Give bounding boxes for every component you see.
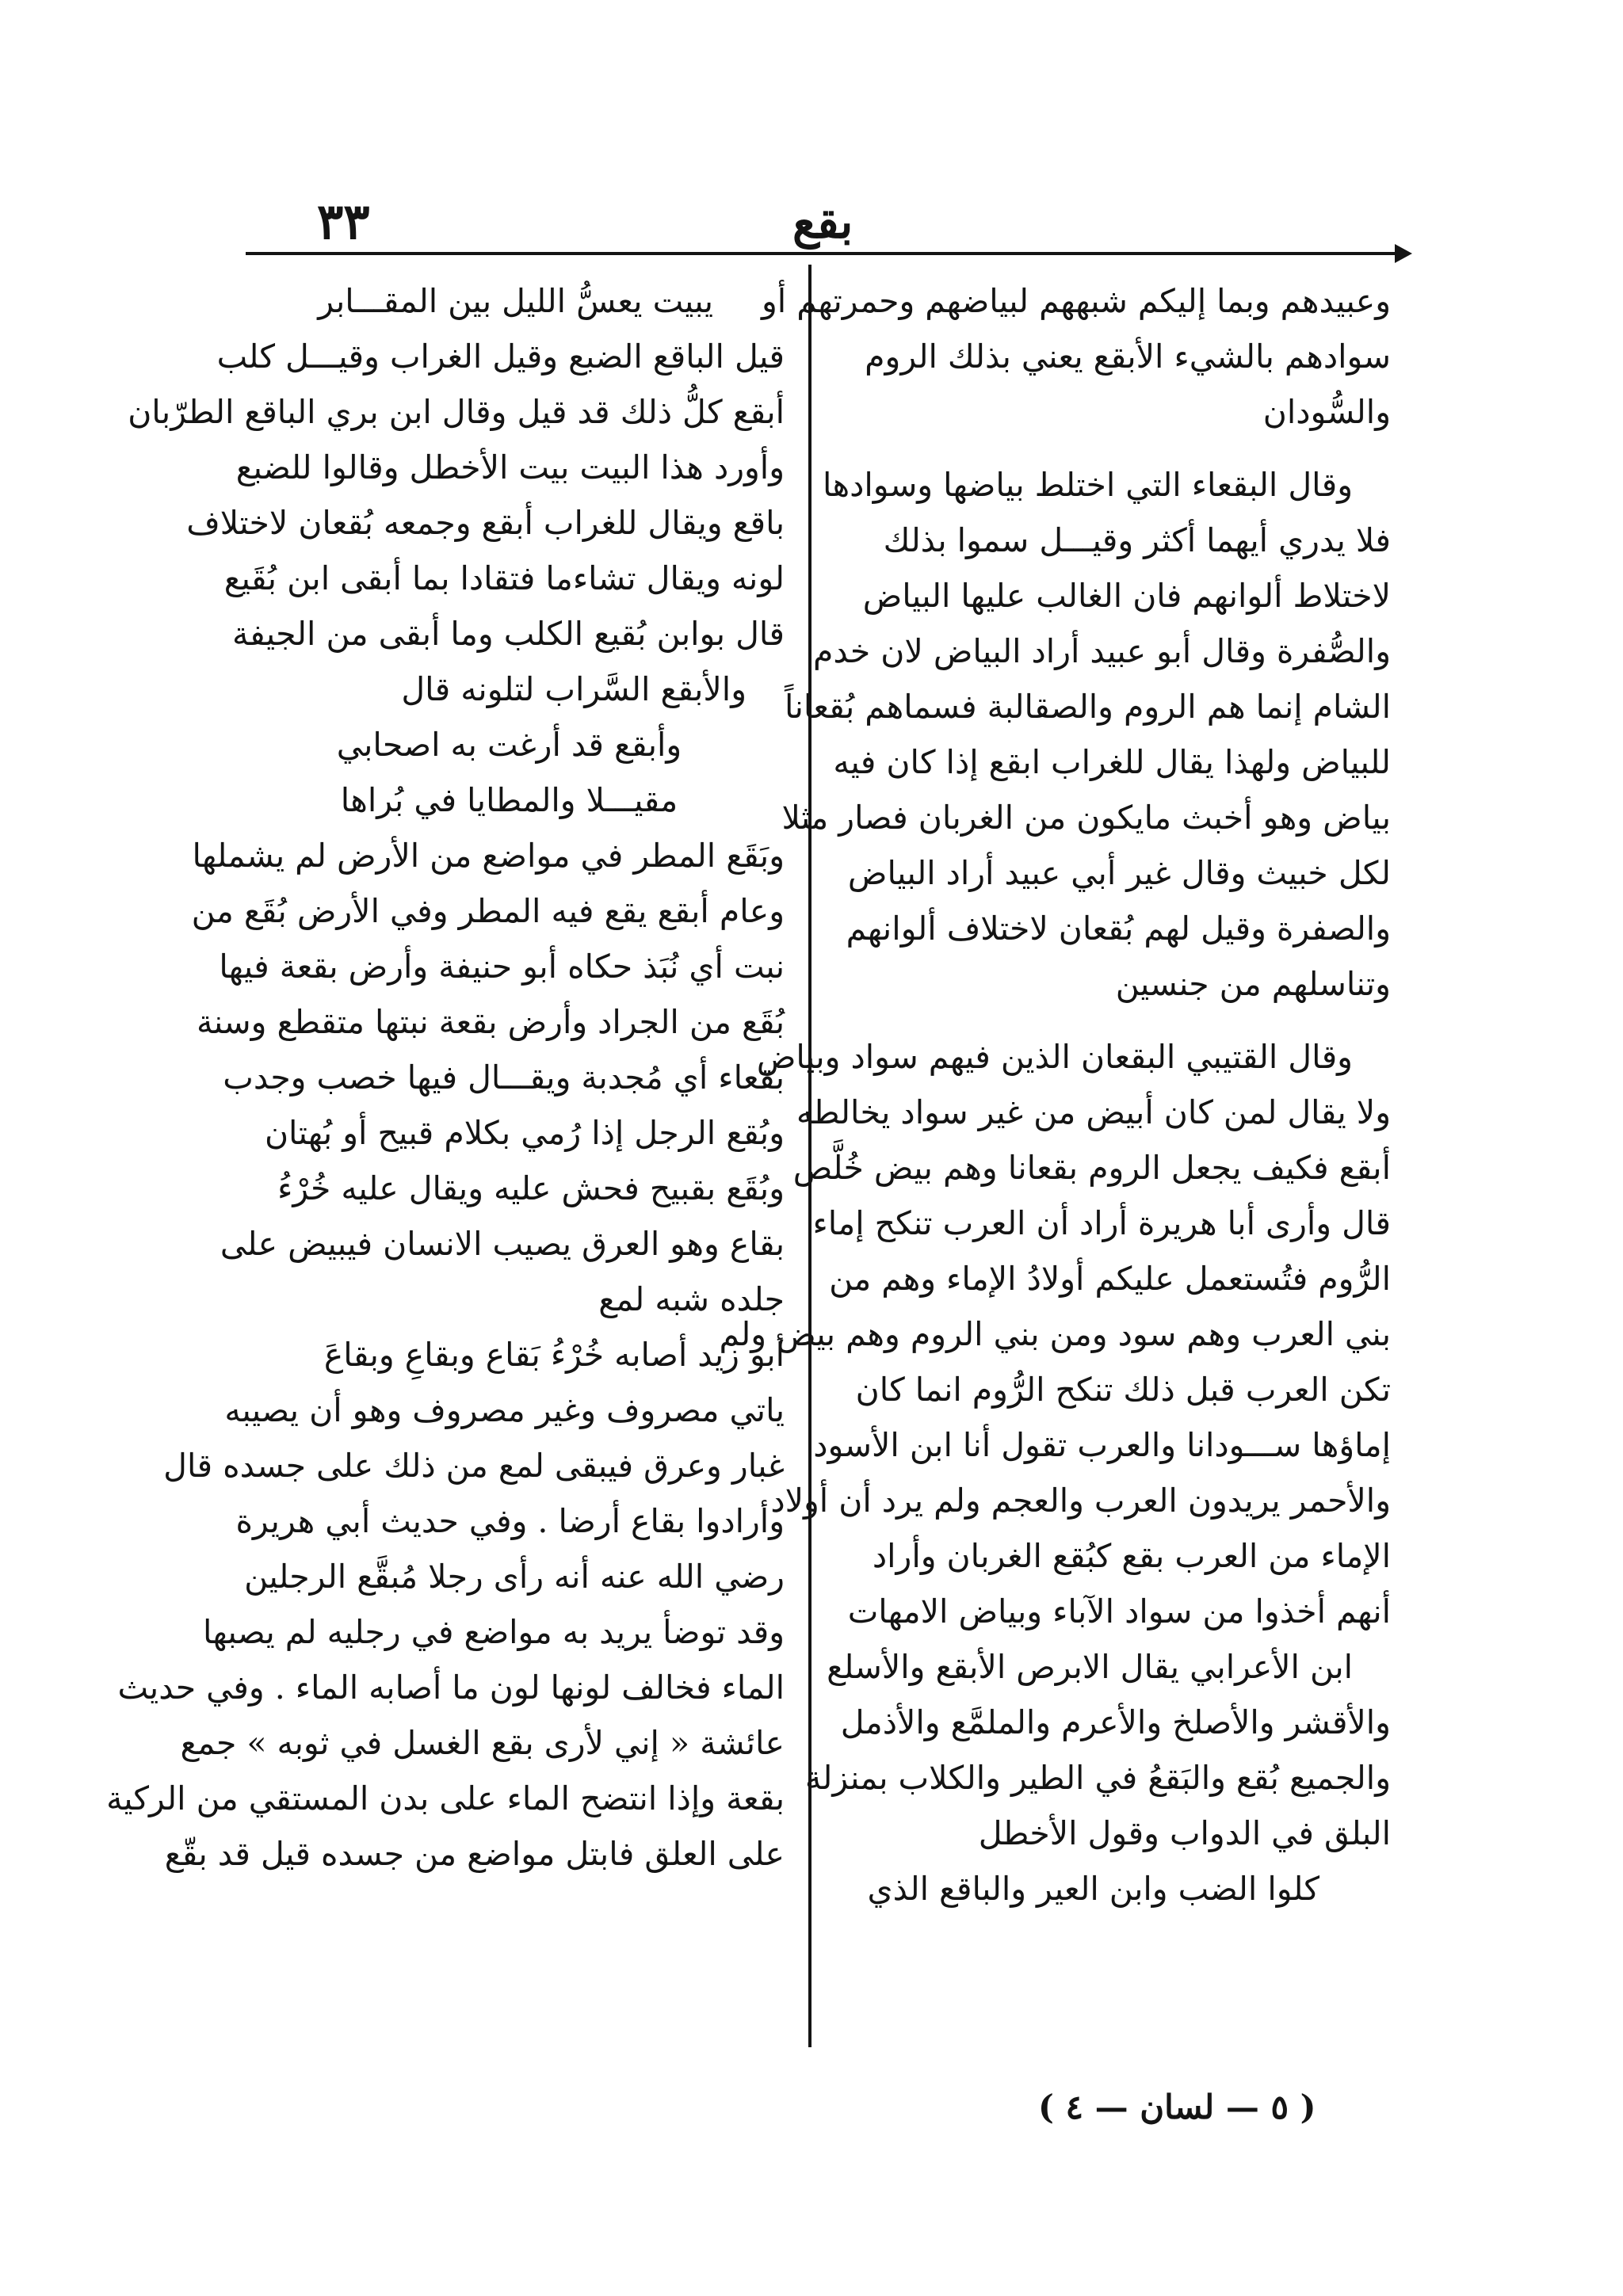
text-line: بقعة وإذا انتضح الماء على بدن المستقي من الركية (106, 1779, 785, 1817)
text-line: للبياض ولهذا يقال للغراب ابقع إذا كان فيه (833, 743, 1391, 781)
text-line: والصُّفرة وقال أبو عبيد أراد البياض لان خدم (813, 632, 1391, 670)
page-number: ٣٣ (317, 193, 370, 250)
text-line: لكل خبيث وقال غير أبي عبيد أراد البياض (847, 854, 1391, 892)
verse-line: يبيت يعسُّ الليل بين المقـــابر (318, 282, 713, 320)
text-line: الرُّوم فتُستعمل عليكم أولادُ الإماء وهم من (829, 1260, 1391, 1298)
left-text-column (106, 273, 785, 1882)
text-line: البلق في الدواب وقول الأخطل (978, 1814, 1391, 1852)
text-line: بياض وهو أخبث مايكون من الغربان فصار مثلا (781, 799, 1391, 837)
text-line: وقال البقعاء التي اختلط بياضها وسوادها (823, 466, 1353, 504)
verse-line: كلوا الضب وابن العير والباقع الذي (867, 1870, 1319, 1908)
text-line: والأبقع السَّراب لتلونه قال (401, 670, 747, 708)
page-header (238, 190, 1411, 254)
text-line: والسُّودان (1262, 393, 1391, 431)
text-line: وعبيدهم وبما إليكم شبههم لبياضهم وحمرتهم أو (761, 282, 1391, 320)
text-line: لونه ويقال تشاءما فتقادا بما أبقى ابن بُقَيع (223, 559, 785, 597)
text-line: والأحمر يريدون العرب والعجم ولم يرد أن أولاد (770, 1482, 1391, 1520)
text-line: ياتي مصروف وغير مصروف وهو أن يصيبه (224, 1391, 785, 1429)
text-line: نبت أي نُبَذ حكاه أبو حنيفة وأرض بقعة فيها (219, 948, 785, 986)
text-line: بقعاء أي مُجدبة ويقـــال فيها خصب وجدب (223, 1058, 785, 1097)
text-line: ولا يقال لمن كان أبيض من غير سواد يخالطه (796, 1093, 1391, 1131)
text-line: وبُقَع بقبيح فحش عليه ويقال عليه خُرْءُ (277, 1169, 785, 1207)
text-line: وقال القتيبي البقعان الذين فيهم سواد وبياض (756, 1038, 1353, 1076)
text-line: إماؤها ســـودانا والعرب تقول أنا ابن الأسود (813, 1426, 1391, 1464)
text-line: قال بوابن بُقيع الكلب وما أبقى من الجيفة (232, 615, 785, 653)
text-line: الإماء من العرب بقع كبُقع الغربان وأراد (872, 1537, 1391, 1575)
text-line: وأرادوا بقاع أرضا . وفي حديث أبي هريرة (235, 1502, 785, 1540)
text-line: أبقع كلُّ ذلك قد قيل وقال ابن بري الباقع الطرّبان (128, 393, 785, 431)
verse-line: وأبقع قد أرغت به اصحابي (336, 726, 682, 764)
text-line: قال وأرى أبا هريرة أراد أن العرب تنكح إماء (812, 1204, 1391, 1242)
text-line: فلا يدري أيهما أكثر وقيـــل سموا بذلك (883, 521, 1391, 559)
right-text-column (719, 273, 1391, 1917)
text-line: رضي الله عنه أنه رأى رجلا مُبقَّع الرجلين (244, 1558, 785, 1596)
text-line: ابن الأعرابي يقال الابرص الأبقع والأسلع (827, 1648, 1353, 1686)
text-line: الماء فخالف لونها لون ما أصابه الماء . وفي حديث (117, 1669, 785, 1707)
text-line: غبار وعرق فيبقى لمع من ذلك على جسده قال (163, 1447, 785, 1485)
text-line: وأورد هذا البيت بيت الأخطل وقالوا للضبع (235, 448, 785, 486)
text-line: جلده شبه لمع (598, 1280, 785, 1318)
text-line: تكن العرب قبل ذلك تنكح الرُّوم انما كان (855, 1371, 1391, 1409)
text-line: بقاع وهو العرق يصيب الانسان فيبيض على (220, 1225, 785, 1263)
text-line: بُقَع من الجراد وأرض بقعة نبتها متقطع وسنة (196, 1003, 785, 1041)
text-line: الشام إنما هم الروم والصقالبة فسماهم بُقعاناً (784, 688, 1391, 726)
text-line: وبَقَع المطر في مواضع من الأرض لم يشملها (192, 837, 785, 875)
text-line: وعام أبقع يقع فيه المطر وفي الأرض بُقَع من (191, 892, 785, 930)
text-line: وقد توضأ يريد به مواضع في رجليه لم يصبها (203, 1613, 785, 1651)
text-line: سوادهم بالشيء الأبقع يعني بذلك الروم (865, 338, 1391, 376)
signature-mark: ( ٥ — لسان — ٤ ) (1038, 2088, 1316, 2126)
text-line: على العلق فابتل مواضع من جسده قيل قد بقّع (164, 1835, 785, 1873)
text-line: بني العرب وهم سود ومن بني الروم وهم بيض ولم (719, 1315, 1391, 1353)
text-line: وبُقع الرجل إذا رُمي بكلام قبيح أو بُهتان (264, 1114, 785, 1152)
text-line: أبو زيد أصابه خُرْءُ بَقاع وبقاعِ وبقاعَ (323, 1336, 785, 1374)
text-line: لاختلاط ألوانهم فان الغالب عليها البياض (862, 577, 1391, 615)
text-line: والجميع بُقع والبَقعُ في الطير والكلاب بمنزلة (804, 1759, 1391, 1797)
text-line: أنهم أخذوا من سواد الآباء وبياض الامهات (847, 1592, 1391, 1630)
text-line: قيل الباقع الضبع وقيل الغراب وقيـــل كلب (216, 338, 785, 376)
text-line: باقع ويقال للغراب أبقع وجمعه بُقعان لاختلاف (186, 504, 785, 542)
text-line: أبقع فكيف يجعل الروم بقعانا وهم بيض خُلَّص (792, 1149, 1391, 1187)
verse-line: مقيـــلا والمطايا في بُراها (340, 781, 678, 819)
header-rule-ornament (1395, 244, 1412, 263)
running-head: بقع (792, 195, 854, 249)
header-rule (246, 252, 1403, 255)
text-line: والصفرة وقيل لهم بُقعان لاختلاف ألوانهم (846, 910, 1391, 948)
text-line: وتناسلهم من جنسين (1115, 965, 1391, 1003)
text-line: عائشة « إني لأرى بقع الغسل في ثوبه » جمع (180, 1724, 785, 1762)
text-line: والأقشر والأصلخ والأعرم والملمَّع والأذمل (840, 1703, 1391, 1741)
